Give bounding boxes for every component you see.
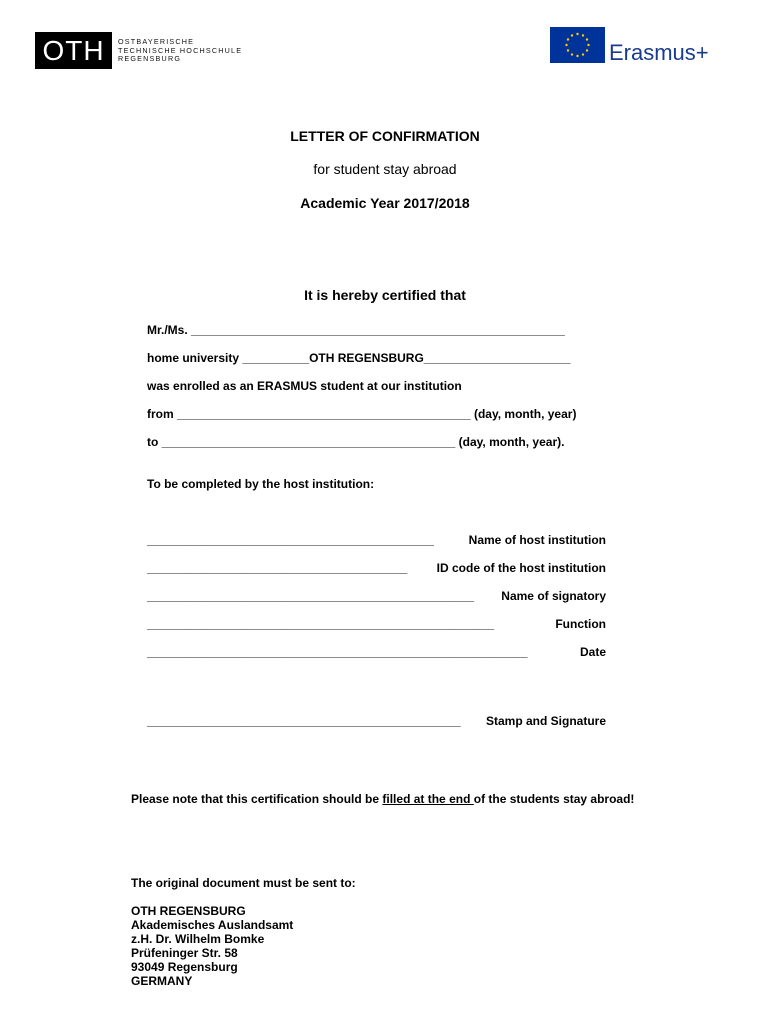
oth-name-line-1: OSTBAYERISCHE bbox=[118, 37, 195, 46]
host-section-heading: To be completed by the host institution: bbox=[147, 477, 375, 491]
oth-logo bbox=[35, 32, 112, 69]
erasmus-logo-text: Erasmus+ bbox=[609, 40, 709, 65]
date-blank: _________________________________________________________ bbox=[147, 645, 528, 659]
stamp-blank: _______________________________________________ bbox=[147, 714, 461, 728]
eu-star-icon bbox=[567, 38, 569, 40]
eu-star-icon bbox=[567, 49, 569, 51]
stamp-label: Stamp and Signature bbox=[485, 714, 606, 728]
eu-star-icon bbox=[587, 44, 589, 46]
date-label: Date bbox=[579, 645, 606, 659]
eu-star-icon bbox=[586, 38, 588, 40]
page-subtitle: for student stay abroad bbox=[313, 161, 457, 177]
eu-star-icon bbox=[582, 53, 584, 55]
academic-year: Academic Year 2017/2018 bbox=[300, 195, 470, 211]
note-text-underlined: filled at the end bbox=[382, 792, 474, 806]
function-label: Function bbox=[555, 617, 606, 631]
oth-name-line-2: TECHNISCHE HOCHSCHULE bbox=[118, 45, 243, 55]
eu-flag-icon bbox=[550, 27, 605, 63]
host-name-label: Name of host institution bbox=[468, 533, 606, 547]
to-date-field: to ____________________________________________ (day, month, year). bbox=[147, 435, 565, 449]
address-line-1: OTH REGENSBURG bbox=[131, 904, 246, 918]
address-line-6: GERMANY bbox=[131, 974, 193, 988]
oth-logo-text: OTH bbox=[42, 35, 105, 66]
eu-star-icon bbox=[571, 53, 573, 55]
eu-star-icon bbox=[586, 49, 588, 51]
host-id-blank: _______________________________________ bbox=[147, 561, 408, 575]
eu-star-icon bbox=[576, 55, 578, 57]
address-line-4: Prüfeninger Str. 58 bbox=[131, 946, 238, 960]
host-id-label: ID code of the host institution bbox=[436, 561, 606, 575]
send-to-heading: The original document must be sent to: bbox=[131, 876, 356, 890]
host-name-blank: ___________________________________________ bbox=[147, 533, 434, 547]
oth-name-line-3: REGENSBURG bbox=[118, 54, 182, 64]
address-line-3: z.H. Dr. Wilhelm Bomke bbox=[131, 932, 265, 946]
enrolled-statement: was enrolled as an ERASMUS student at our institution bbox=[147, 379, 462, 393]
note-text-after: of the students stay abroad! bbox=[473, 792, 635, 806]
student-name-field: Mr./Ms. ________________________________________________________ bbox=[147, 323, 565, 337]
eu-star-icon bbox=[582, 34, 584, 36]
eu-stars bbox=[550, 27, 605, 63]
address-line-5: 93049 Regensburg bbox=[131, 960, 238, 974]
eu-star-icon bbox=[565, 44, 567, 46]
certified-heading: It is hereby certified that bbox=[304, 287, 466, 303]
eu-star-icon bbox=[571, 34, 573, 36]
page-title: LETTER OF CONFIRMATION bbox=[290, 128, 480, 144]
note-paragraph bbox=[131, 792, 659, 807]
signatory-label: Name of signatory bbox=[501, 589, 606, 603]
function-blank: ____________________________________________________ bbox=[147, 617, 495, 631]
home-university-field: home university __________OTH REGENSBURG______________________ bbox=[147, 351, 571, 365]
from-date-field: from ____________________________________________ (day, month, year) bbox=[147, 407, 577, 421]
signatory-blank: _________________________________________________ bbox=[147, 589, 475, 603]
eu-star-icon bbox=[576, 33, 578, 35]
note-text-before: Please note that this certification should be bbox=[131, 792, 383, 806]
address-line-2: Akademisches Auslandsamt bbox=[131, 918, 294, 932]
address-block bbox=[131, 904, 293, 988]
oth-institution-name bbox=[118, 38, 242, 64]
